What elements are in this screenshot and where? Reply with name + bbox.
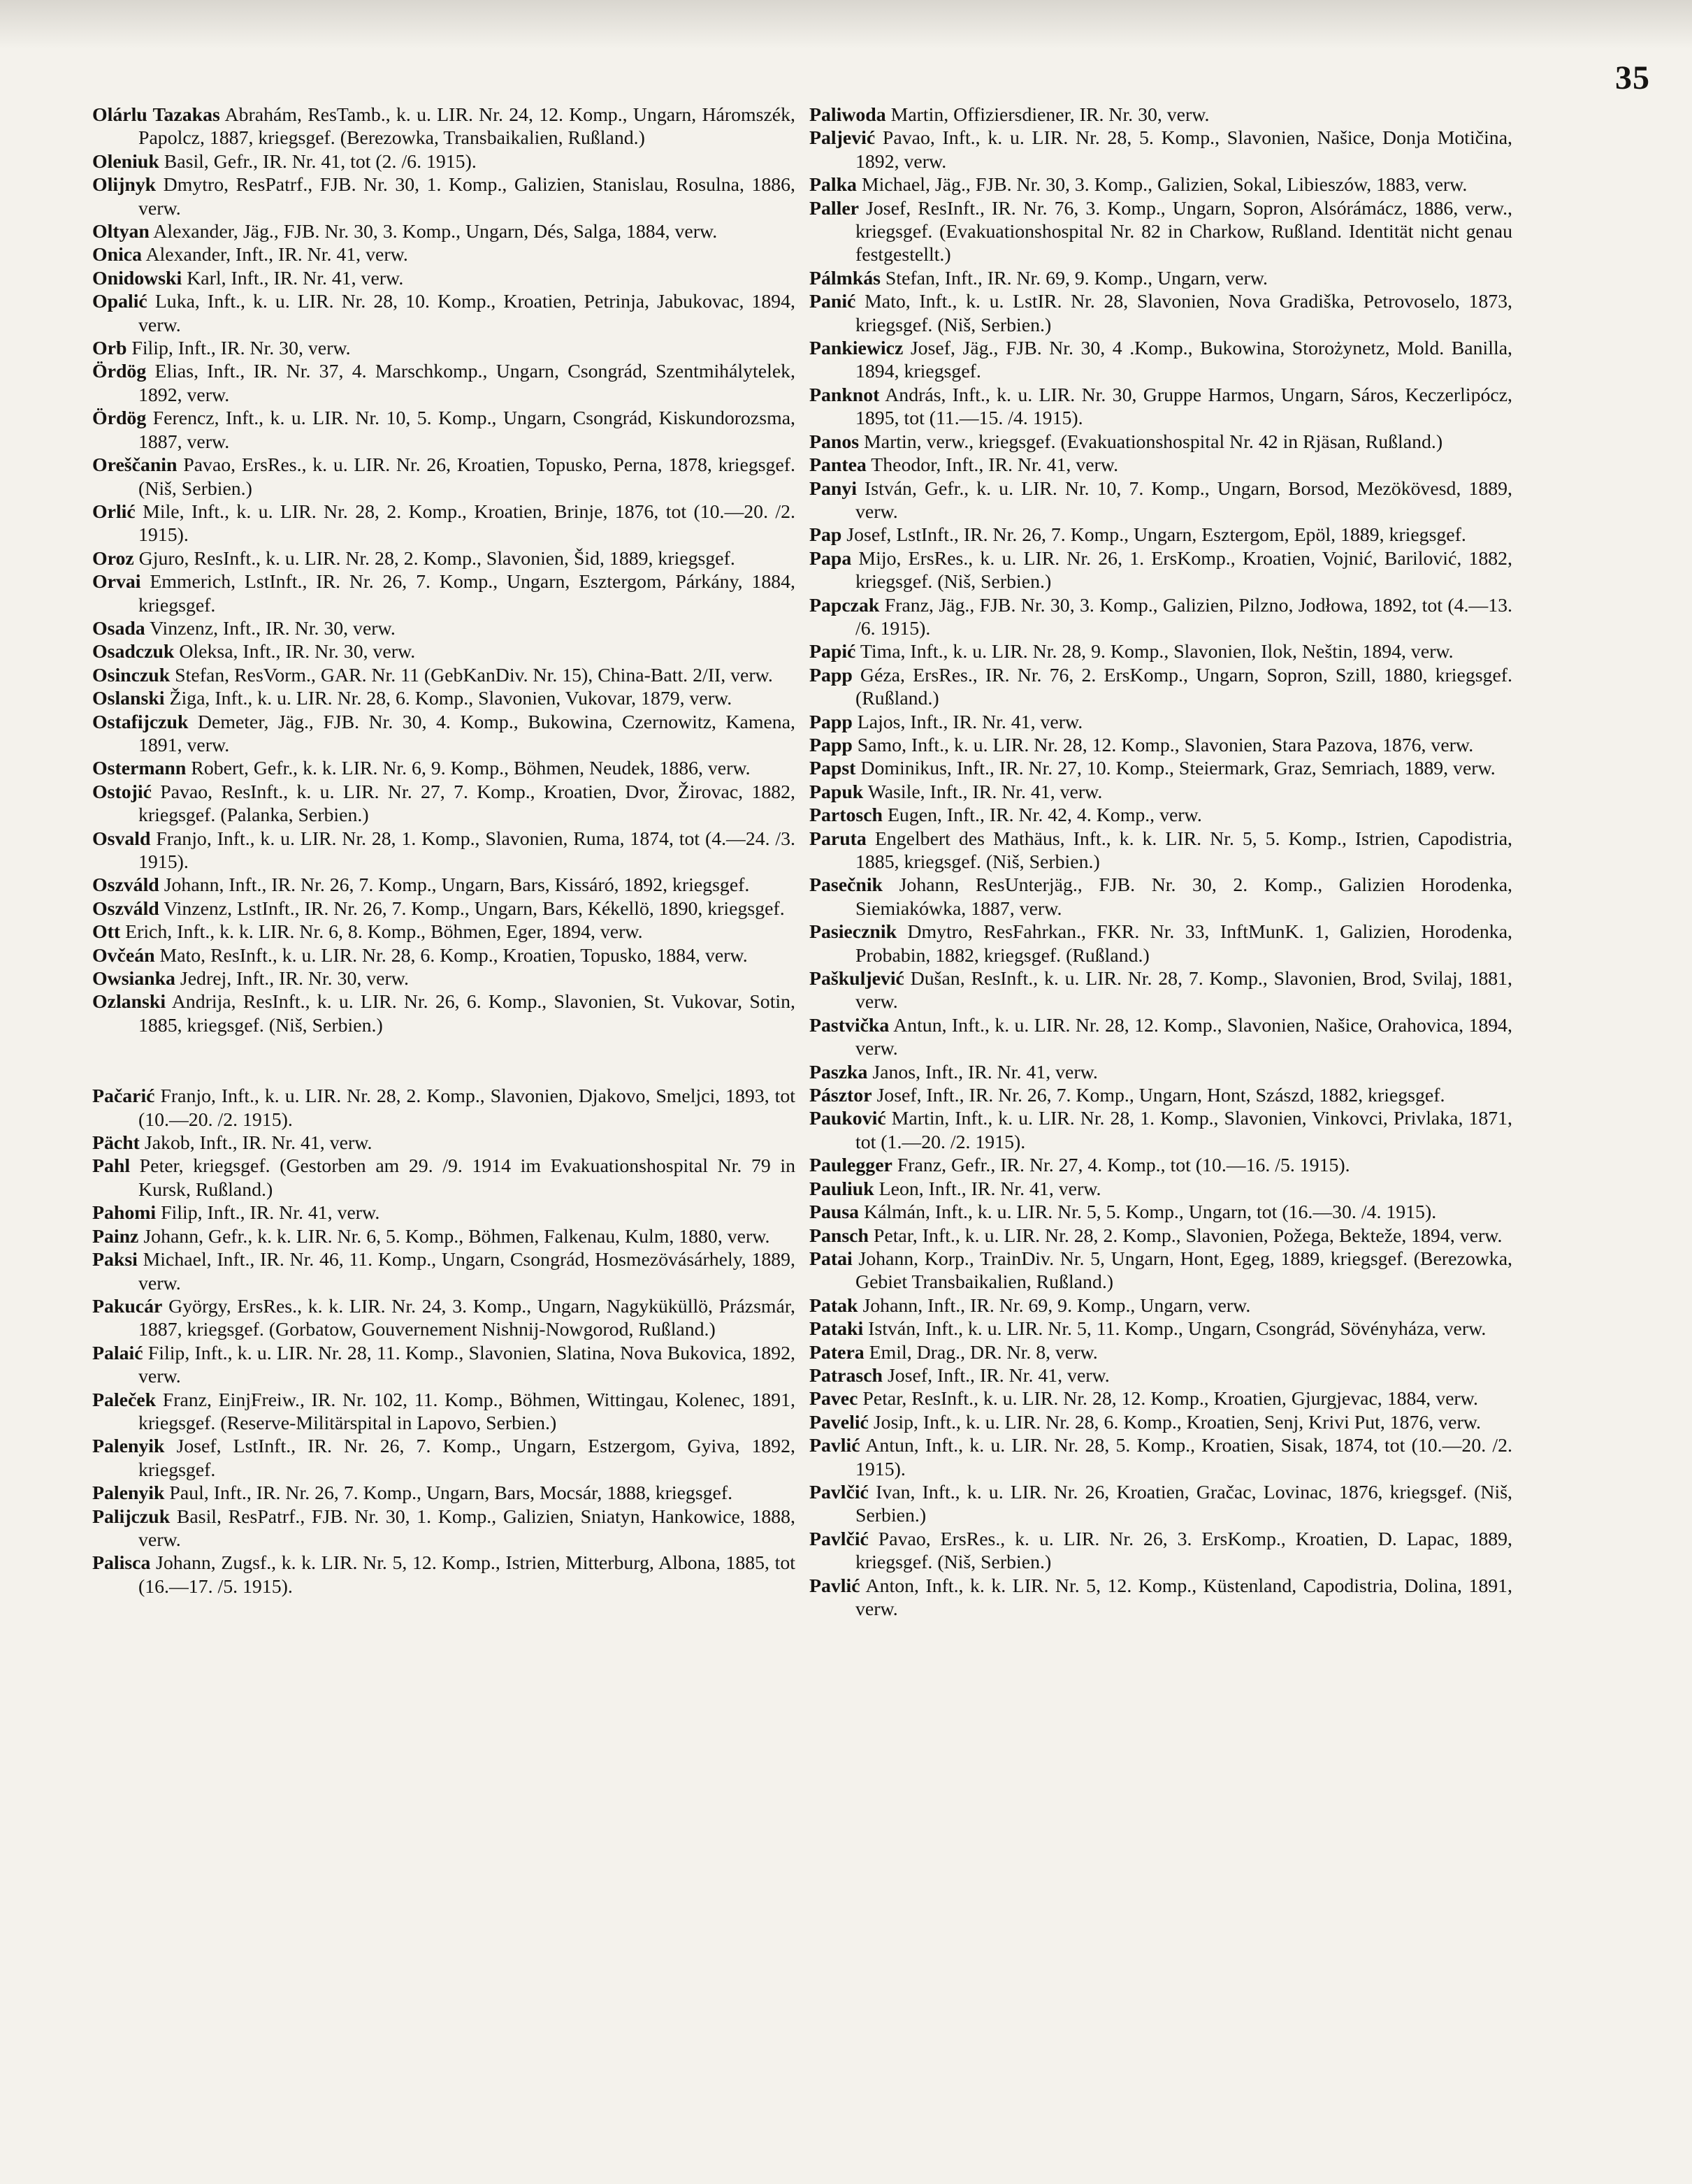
entries-o-section bbox=[92, 103, 795, 1037]
entry-details: István, Gefr., k. u. LIR. Nr. 10, 7. Komp., Ungarn, Borsod, Mezökövesd, 1889, verw. bbox=[855, 477, 1512, 523]
entry-surname: Oszváld bbox=[92, 897, 159, 920]
list-entry bbox=[92, 267, 795, 290]
entry-surname: Orlić bbox=[92, 500, 136, 523]
entry-surname: Pahl bbox=[92, 1155, 131, 1178]
entry-surname: Panknot bbox=[809, 384, 880, 406]
entry-details: Josef, LstInft., IR. Nr. 26, 7. Komp., Ungarn, Esztergom, Epöl, 1889, kriegsgef. bbox=[841, 524, 1466, 547]
entry-surname: Owsianka bbox=[92, 968, 175, 990]
entry-details: Dmytro, ResPatrf., FJB. Nr. 30, 1. Komp., Galizien, Stanislau, Rosulna, 1886, verw. bbox=[138, 174, 795, 219]
entry-details: Anton, Inft., k. k. LIR. Nr. 5, 12. Komp., Küstenland, Capodistria, Dolina, 1891, verw. bbox=[855, 1575, 1512, 1620]
entry-details: Michael, Jäg., FJB. Nr. 30, 3. Komp., Galizien, Sokal, Libieszów, 1883, verw. bbox=[856, 174, 1468, 196]
entry-surname: Partosch bbox=[809, 804, 883, 827]
list-entry bbox=[92, 1552, 795, 1598]
list-entry bbox=[809, 664, 1512, 711]
list-entry bbox=[809, 1061, 1512, 1084]
entry-surname: Palenyik bbox=[92, 1435, 165, 1458]
entry-details: Johann, Gefr., k. k. LIR. Nr. 6, 5. Komp., Böhmen, Falkenau, Kulm, 1880, verw. bbox=[138, 1225, 770, 1248]
entry-details: Paul, Inft., IR. Nr. 26, 7. Komp., Ungarn, Bars, Mocsár, 1888, kriegsgef. bbox=[164, 1482, 733, 1505]
list-entry bbox=[92, 757, 795, 780]
list-entry bbox=[809, 1341, 1512, 1364]
list-entry bbox=[92, 944, 795, 967]
entry-surname: Pauliuk bbox=[809, 1178, 874, 1200]
list-entry bbox=[809, 734, 1512, 757]
list-entry bbox=[92, 664, 795, 687]
entry-surname: Pataki bbox=[809, 1318, 864, 1340]
entry-surname: Paljević bbox=[809, 127, 876, 150]
entry-surname: Osvald bbox=[92, 827, 151, 850]
list-entry bbox=[92, 243, 795, 266]
entry-details: Ivan, Inft., k. u. LIR. Nr. 26, Kroatien, Gračac, Lovinac, 1876, kriegsgef. (Niš, Serbien.) bbox=[855, 1481, 1512, 1527]
entry-surname: Pankiewicz bbox=[809, 338, 904, 360]
entry-details: Josef, Inft., IR. Nr. 26, 7. Komp., Ungarn, Hont, Szászd, 1882, kriegsgef. bbox=[872, 1085, 1445, 1107]
list-entry bbox=[809, 1014, 1512, 1061]
list-entry bbox=[809, 1154, 1512, 1177]
list-entry bbox=[92, 1225, 795, 1248]
list-entry bbox=[809, 1575, 1512, 1621]
list-entry bbox=[809, 1364, 1512, 1387]
column-gutter bbox=[801, 103, 802, 2116]
entry-surname: Papczak bbox=[809, 594, 880, 616]
entry-surname: Panos bbox=[809, 431, 860, 453]
list-entry bbox=[92, 1155, 795, 1201]
entry-details: Demeter, Jäg., FJB. Nr. 30, 4. Komp., Bukowina, Czernowitz, Kamena, 1891, verw. bbox=[138, 711, 795, 756]
list-entry bbox=[92, 874, 795, 897]
entry-details: Josef, Inft., IR. Nr. 41, verw. bbox=[883, 1364, 1110, 1387]
list-entry bbox=[809, 1317, 1512, 1340]
entry-details: Samo, Inft., k. u. LIR. Nr. 28, 12. Komp., Slavonien, Stara Pazova, 1876, verw. bbox=[852, 734, 1474, 756]
entry-surname: Oszváld bbox=[92, 874, 159, 897]
entry-details: Josef, Jäg., FJB. Nr. 30, 4 .Komp., Bukowina, Storożynetz, Mold. Banilla, 1894, kriegsgef. bbox=[855, 338, 1512, 383]
list-entry bbox=[809, 640, 1512, 663]
list-entry bbox=[92, 1342, 795, 1389]
list-entry bbox=[92, 827, 795, 874]
entry-surname: Pansch bbox=[809, 1224, 869, 1247]
entry-details: Pavao, Inft., k. u. LIR. Nr. 28, 5. Komp., Slavonien, Našice, Donja Motičina, 1892, verw. bbox=[855, 127, 1512, 173]
entry-details: Filip, Inft., IR. Nr. 30, verw. bbox=[126, 338, 351, 360]
entry-details: Luka, Inft., k. u. LIR. Nr. 28, 10. Komp., Kroatien, Petrinja, Jabukovac, 1894, verw. bbox=[138, 291, 795, 336]
entry-surname: Panić bbox=[809, 291, 856, 313]
entry-surname: Palisca bbox=[92, 1552, 151, 1575]
entry-details: Jakob, Inft., IR. Nr. 41, verw. bbox=[139, 1132, 373, 1155]
entry-details: Alexander, Jäg., FJB. Nr. 30, 3. Komp., Ungarn, Dés, Salga, 1884, verw. bbox=[149, 221, 718, 243]
list-entry bbox=[809, 1294, 1512, 1317]
entry-surname: Palenyik bbox=[92, 1482, 165, 1505]
entry-details: Mile, Inft., k. u. LIR. Nr. 28, 2. Komp., Kroatien, Brinje, 1876, tot (10.—20. /2. 1915). bbox=[135, 500, 795, 547]
entry-details: Dušan, ResInft., k. u. LIR. Nr. 28, 7. Komp., Slavonien, Brod, Svilaj, 1881, verw. bbox=[855, 968, 1512, 1013]
entry-details: Basil, Gefr., IR. Nr. 41, tot (2. /6. 1915). bbox=[159, 150, 477, 173]
entry-surname: Pasečnik bbox=[809, 874, 883, 897]
list-entry bbox=[92, 1131, 795, 1155]
entry-surname: Pausa bbox=[809, 1201, 860, 1224]
entry-details: Emmerich, LstInft., IR. Nr. 26, 7. Komp., Ungarn, Esztergom, Párkány, 1884, kriegsgef. bbox=[138, 571, 795, 616]
right-column bbox=[809, 103, 1512, 1621]
list-entry bbox=[92, 407, 795, 454]
entry-surname: Palka bbox=[809, 174, 857, 196]
list-entry bbox=[809, 967, 1512, 1014]
entry-details: Dmytro, ResFahrkan., FKR. Nr. 33, InftMunK. 1, Galizien, Horodenka, Probabin, 1882, kriegsgef. (Rußland.) bbox=[855, 921, 1512, 967]
list-entry bbox=[92, 150, 795, 173]
list-entry bbox=[809, 431, 1512, 454]
entry-details: Ferencz, Inft., k. u. LIR. Nr. 10, 5. Komp., Ungarn, Csongrád, Kiskundorozsma, 1887, verw. bbox=[138, 407, 795, 453]
list-entry bbox=[809, 1387, 1512, 1410]
entry-surname: Pantea bbox=[809, 454, 867, 477]
entry-details: Johann, Inft., IR. Nr. 26, 7. Komp., Ungarn, Bars, Kissáró, 1892, kriegsgef. bbox=[159, 874, 750, 897]
entry-surname: Oleniuk bbox=[92, 150, 159, 173]
entry-details: Géza, ErsRes., IR. Nr. 76, 2. ErsKomp., Ungarn, Sopron, Szill, 1880, kriegsgef. (Rußland.) bbox=[852, 664, 1512, 710]
list-entry bbox=[809, 757, 1512, 780]
entry-details: Stefan, Inft., IR. Nr. 69, 9. Komp., Ungarn, verw. bbox=[880, 267, 1268, 289]
page-number: 35 bbox=[1615, 59, 1650, 96]
list-entry bbox=[809, 523, 1512, 547]
entry-details: Andrija, ResInft., k. u. LIR. Nr. 26, 6. Komp., Slavonien, St. Vukovar, Sotin, 1885, kriegsgef. (Niš, Serbien.) bbox=[138, 991, 795, 1036]
list-entry bbox=[92, 1085, 795, 1131]
entry-surname: Osadczuk bbox=[92, 641, 175, 663]
list-entry bbox=[92, 967, 795, 990]
entry-surname: Palijczuk bbox=[92, 1505, 171, 1528]
entry-surname: Pálmkás bbox=[809, 267, 881, 289]
entry-details: Franjo, Inft., k. u. LIR. Nr. 28, 2. Komp., Slavonien, Djakovo, Smeljci, 1893, tot (10.—20. /2. 1915). bbox=[138, 1085, 795, 1131]
list-entry bbox=[809, 711, 1512, 734]
list-entry bbox=[92, 897, 795, 920]
list-entry bbox=[809, 1107, 1512, 1154]
entry-details: Michael, Inft., IR. Nr. 46, 11. Komp., Ungarn, Csongrád, Hosmezövásárhely, 1889, verw. bbox=[137, 1249, 795, 1294]
list-entry bbox=[92, 360, 795, 407]
list-entry bbox=[92, 220, 795, 243]
entry-surname: Paulegger bbox=[809, 1155, 892, 1177]
list-entry bbox=[809, 173, 1512, 196]
entry-surname: Onica bbox=[92, 244, 143, 266]
entry-surname: Ördög bbox=[92, 361, 147, 383]
entry-details: Alexander, Inft., IR. Nr. 41, verw. bbox=[142, 244, 408, 266]
list-entry bbox=[92, 1435, 795, 1482]
entry-surname: Orb bbox=[92, 338, 127, 360]
entry-details: Tima, Inft., k. u. LIR. Nr. 28, 9. Komp., Slavonien, Ilok, Neštin, 1894, verw. bbox=[855, 641, 1454, 663]
entries-p-continued-section bbox=[809, 103, 1512, 1621]
list-entry bbox=[809, 126, 1512, 173]
entry-details: Martin, Inft., k. u. LIR. Nr. 28, 1. Komp., Slavonien, Vinkovci, Privlaka, 1871, tot (1.—20. /2. 1915). bbox=[855, 1108, 1512, 1153]
entry-details: Johann, Korp., TrainDiv. Nr. 5, Ungarn, Hont, Egeg, 1889, kriegsgef. (Berezowka, Gebiet Transbaikalien, Rußland.) bbox=[852, 1248, 1512, 1294]
entry-surname: Papić bbox=[809, 641, 856, 663]
entry-details: Josef, LstInft., IR. Nr. 26, 7. Komp., Ungarn, Estzergom, Gyiva, 1892, kriegsgef. bbox=[138, 1435, 795, 1481]
entry-surname: Painz bbox=[92, 1225, 139, 1248]
entry-details: Martin, Offiziersdiener, IR. Nr. 30, verw. bbox=[885, 104, 1210, 126]
list-entry bbox=[809, 1411, 1512, 1434]
entry-surname: Ostojić bbox=[92, 781, 152, 803]
entry-details: Basil, ResPatrf., FJB. Nr. 30, 1. Komp., Galizien, Sniatyn, Hankowice, 1888, verw. bbox=[138, 1505, 795, 1551]
entry-details: András, Inft., k. u. LIR. Nr. 30, Gruppe Harmos, Ungarn, Sáros, Keczerlipócz, 1895, tot (11.—15. /4. 1915). bbox=[855, 384, 1512, 430]
entry-details: Antun, Inft., k. u. LIR. Nr. 28, 5. Komp., Kroatien, Sisak, 1874, tot (10.—20. /2. 1915). bbox=[855, 1435, 1512, 1480]
entry-surname: Ördög bbox=[92, 407, 147, 430]
entry-surname: Ozlanski bbox=[92, 991, 166, 1013]
entry-details: Žiga, Inft., k. u. LIR. Nr. 28, 6. Komp., Slavonien, Vukovar, 1879, verw. bbox=[164, 688, 732, 710]
entry-surname: Papp bbox=[809, 734, 853, 756]
page-edge-shadow bbox=[0, 0, 1692, 49]
entry-details: Petar, ResInft., k. u. LIR. Nr. 28, 12. Komp., Kroatien, Gjurgjevac, 1884, verw. bbox=[858, 1388, 1478, 1410]
entry-surname: Osinczuk bbox=[92, 664, 171, 686]
entry-surname: Oroz bbox=[92, 547, 134, 570]
entry-surname: Pakucár bbox=[92, 1295, 163, 1317]
entry-details: Filip, Inft., IR. Nr. 41, verw. bbox=[156, 1202, 380, 1224]
list-entry bbox=[92, 1389, 795, 1435]
list-entry bbox=[92, 920, 795, 943]
entry-surname: Papp bbox=[809, 711, 853, 733]
entry-surname: Pasiecznik bbox=[809, 921, 897, 943]
list-entry bbox=[92, 640, 795, 663]
entry-surname: Onidowski bbox=[92, 267, 182, 289]
list-entry bbox=[809, 1528, 1512, 1575]
list-entry bbox=[809, 103, 1512, 126]
list-entry bbox=[92, 1295, 795, 1342]
entry-surname: Pap bbox=[809, 524, 842, 547]
entry-details: Filip, Inft., k. u. LIR. Nr. 28, 11. Komp., Slavonien, Slatina, Nova Bukovica, 1892, verw. bbox=[138, 1342, 795, 1388]
list-entry bbox=[92, 687, 795, 710]
entry-details: Oleksa, Inft., IR. Nr. 30, verw. bbox=[174, 641, 416, 663]
entry-details: Wasile, Inft., IR. Nr. 41, verw. bbox=[863, 781, 1103, 803]
entry-surname: Opalić bbox=[92, 291, 147, 313]
entry-surname: Papuk bbox=[809, 781, 864, 803]
entry-details: Emil, Drag., DR. Nr. 8, verw. bbox=[864, 1341, 1098, 1364]
entry-details: Pavao, ErsRes., k. u. LIR. Nr. 26, Kroatien, Topusko, Perna, 1878, kriegsgef. (Niš, Serbien.) bbox=[138, 454, 795, 500]
list-entry bbox=[92, 454, 795, 500]
list-entry bbox=[92, 290, 795, 337]
entry-surname: Pavec bbox=[809, 1388, 858, 1410]
entry-details: Vinzenz, LstInft., IR. Nr. 26, 7. Komp., Ungarn, Bars, Kékellö, 1890, kriegsgef. bbox=[159, 897, 785, 920]
entry-details: Vinzenz, Inft., IR. Nr. 30, verw. bbox=[145, 617, 396, 639]
list-entry bbox=[809, 804, 1512, 827]
entry-details: Elias, Inft., IR. Nr. 37, 4. Marschkomp., Ungarn, Csongrád, Szentmihálytelek, 1892, verw. bbox=[138, 361, 795, 406]
list-entry bbox=[92, 1482, 795, 1505]
list-entry bbox=[809, 1434, 1512, 1481]
list-entry bbox=[809, 477, 1512, 524]
list-entry bbox=[92, 1248, 795, 1295]
entry-details: Franjo, Inft., k. u. LIR. Nr. 28, 1. Komp., Slavonien, Ruma, 1874, tot (4.—24. /3. 1915). bbox=[138, 827, 795, 873]
entry-surname: Pächt bbox=[92, 1132, 140, 1155]
entry-details: Karl, Inft., IR. Nr. 41, verw. bbox=[182, 267, 404, 289]
list-entry bbox=[809, 1224, 1512, 1248]
list-entry bbox=[809, 290, 1512, 337]
list-entry bbox=[809, 1201, 1512, 1224]
list-entry bbox=[92, 1201, 795, 1224]
entries-p-section bbox=[92, 1085, 795, 1598]
list-entry bbox=[92, 173, 795, 220]
list-entry bbox=[92, 1505, 795, 1552]
entry-surname: Ovčeán bbox=[92, 944, 155, 967]
entry-details: Johann, ResUnterjäg., FJB. Nr. 30, 2. Komp., Galizien Horodenka, Siemiakówka, 1887, verw. bbox=[855, 874, 1512, 920]
entry-details: Dominikus, Inft., IR. Nr. 27, 10. Komp., Steiermark, Graz, Semriach, 1889, verw. bbox=[855, 758, 1496, 780]
entry-surname: Pavlčić bbox=[809, 1481, 869, 1503]
entry-surname: Oslanski bbox=[92, 688, 165, 710]
entry-details: Leon, Inft., IR. Nr. 41, verw. bbox=[874, 1178, 1101, 1200]
entry-details: Johann, Zugsf., k. k. LIR. Nr. 5, 12. Komp., Istrien, Mitterburg, Albona, 1885, tot (16.—17. /5. 1915). bbox=[138, 1552, 795, 1598]
entry-details: Franz, Jäg., FJB. Nr. 30, 3. Komp., Galizien, Pilzno, Jodłowa, 1892, tot (4.—13. /6. 1915). bbox=[855, 594, 1512, 639]
entry-surname: Paller bbox=[809, 197, 859, 219]
entry-details: Pavao, ResInft., k. u. LIR. Nr. 27, 7. Komp., Kroatien, Dvor, Žirovac, 1882, kriegsgef. (Palanka, Serbien.) bbox=[138, 781, 795, 827]
entry-surname: Ostafijczuk bbox=[92, 711, 189, 733]
entry-surname: Pastvička bbox=[809, 1014, 890, 1036]
list-entry bbox=[809, 1084, 1512, 1107]
list-entry bbox=[92, 547, 795, 570]
entry-details: Petar, Inft., k. u. LIR. Nr. 28, 2. Komp., Slavonien, Požega, Bekteže, 1894, verw. bbox=[868, 1224, 1503, 1247]
entry-surname: Papa bbox=[809, 547, 852, 570]
list-entry bbox=[809, 874, 1512, 920]
list-entry bbox=[809, 197, 1512, 267]
entry-details: Pavao, ErsRes., k. u. LIR. Nr. 26, 3. ErsKomp., Kroatien, D. Lapac, 1889, kriegsgef. (Niš, Serbien.) bbox=[855, 1528, 1512, 1574]
entry-surname: Pavelić bbox=[809, 1411, 869, 1433]
list-entry bbox=[809, 594, 1512, 641]
entry-surname: Patera bbox=[809, 1341, 865, 1364]
entry-details: Eugen, Inft., IR. Nr. 42, 4. Komp., verw. bbox=[883, 804, 1202, 827]
entry-details: Engelbert des Mathäus, Inft., k. k. LIR. Nr. 5, 5. Komp., Istrien, Capodistria, 1885, kriegsgef. (Niš, Serbien.) bbox=[855, 827, 1512, 873]
list-entry bbox=[809, 920, 1512, 967]
left-column bbox=[92, 103, 795, 1598]
entry-surname: Pačarić bbox=[92, 1085, 155, 1108]
entry-details: Robert, Gefr., k. k. LIR. Nr. 6, 9. Komp., Böhmen, Neudek, 1886, verw. bbox=[186, 758, 751, 780]
list-entry bbox=[92, 570, 795, 617]
list-entry bbox=[92, 781, 795, 827]
list-entry bbox=[809, 384, 1512, 431]
list-entry bbox=[809, 267, 1512, 290]
entry-details: Peter, kriegsgef. (Gestorben am 29. /9. 1914 im Evakuationshospital Nr. 79 in Kursk, Rußland.) bbox=[130, 1155, 795, 1201]
entry-details: Mato, Inft., k. u. LstIR. Nr. 28, Slavonien, Nova Gradiška, Petrovoselo, 1873, kriegsgef. (Niš, Serbien.) bbox=[855, 291, 1512, 336]
entry-details: Antun, Inft., k. u. LIR. Nr. 28, 12. Komp., Slavonien, Našice, Orahovica, 1894, verw. bbox=[855, 1014, 1512, 1060]
entry-surname: Panyi bbox=[809, 477, 857, 500]
entry-surname: Patak bbox=[809, 1294, 858, 1317]
entry-surname: Orvai bbox=[92, 571, 141, 593]
entry-surname: Palaić bbox=[92, 1342, 143, 1364]
entry-surname: Olijnyk bbox=[92, 174, 157, 196]
list-entry bbox=[809, 1178, 1512, 1201]
entry-details: Mijo, ErsRes., k. u. LIR. Nr. 26, 1. ErsKomp., Kroatien, Vojnić, Barilović, 1882, kriegsgef. (Niš, Serbien.) bbox=[851, 547, 1512, 593]
entry-surname: Osada bbox=[92, 617, 145, 639]
entry-details: István, Inft., k. u. LIR. Nr. 5, 11. Komp., Ungarn, Csongrád, Sövényháza, verw. bbox=[863, 1318, 1487, 1340]
entry-surname: Ott bbox=[92, 921, 121, 943]
list-entry bbox=[92, 103, 795, 150]
entry-details: Lajos, Inft., IR. Nr. 41, verw. bbox=[852, 711, 1083, 733]
list-entry bbox=[809, 454, 1512, 477]
entry-surname: Oltyan bbox=[92, 221, 150, 243]
entry-details: Johann, Inft., IR. Nr. 69, 9. Komp., Ungarn, verw. bbox=[858, 1294, 1251, 1317]
entry-surname: Patai bbox=[809, 1248, 853, 1270]
entry-details: Mato, ResInft., k. u. LIR. Nr. 28, 6. Komp., Kroatien, Topusko, 1884, verw. bbox=[154, 944, 748, 967]
entry-details: Janos, Inft., IR. Nr. 41, verw. bbox=[867, 1061, 1098, 1083]
entry-details: Jedrej, Inft., IR. Nr. 30, verw. bbox=[175, 968, 409, 990]
list-entry bbox=[809, 781, 1512, 804]
list-entry bbox=[92, 337, 795, 360]
list-entry bbox=[809, 1248, 1512, 1294]
entry-details: Erich, Inft., k. k. LIR. Nr. 6, 8. Komp., Böhmen, Eger, 1894, verw. bbox=[120, 921, 643, 943]
list-entry bbox=[809, 337, 1512, 384]
entry-details: Abrahám, ResTamb., k. u. LIR. Nr. 24, 12. Komp., Ungarn, Háromszék, Papolcz, 1887, kriegsgef. (Berezowka, Transbaikalien, Rußland.) bbox=[138, 104, 795, 150]
entry-surname: Pauković bbox=[809, 1108, 886, 1130]
entry-surname: Papst bbox=[809, 758, 856, 780]
list-entry bbox=[92, 617, 795, 640]
entry-surname: Pásztor bbox=[809, 1085, 872, 1107]
entry-details: Josef, ResInft., IR. Nr. 76, 3. Komp., Ungarn, Sopron, Alsórámácz, 1886, verw., kriegsgef. (Evakuationshospital Nr. 82 in Charkow, Rußland. Identität nicht genau festgestellt.) bbox=[855, 197, 1512, 266]
entry-surname: Ostermann bbox=[92, 758, 187, 780]
entry-details: György, ErsRes., k. k. LIR. Nr. 24, 3. Komp., Ungarn, Nagyküküllö, Prázsmár, 1887, kriegsgef. (Gorbatow, Gouvernement Nishnij-Nowgorod, Rußland.) bbox=[138, 1295, 795, 1341]
entry-details: Stefan, ResVorm., GAR. Nr. 11 (GebKanDiv. Nr. 15), China-Batt. 2/II, verw. bbox=[170, 664, 773, 686]
entry-details: Josip, Inft., k. u. LIR. Nr. 28, 6. Komp., Kroatien, Senj, Krivi Put, 1876, verw. bbox=[868, 1411, 1481, 1433]
entry-details: Gjuro, ResInft., k. u. LIR. Nr. 28, 2. Komp., Slavonien, Šid, 1889, kriegsgef. bbox=[133, 547, 735, 570]
entry-details: Franz, Gefr., IR. Nr. 27, 4. Komp., tot (10.—16. /5. 1915). bbox=[892, 1155, 1350, 1177]
entry-surname: Paszka bbox=[809, 1061, 868, 1083]
entry-details: Theodor, Inft., IR. Nr. 41, verw. bbox=[866, 454, 1119, 477]
entry-surname: Paleček bbox=[92, 1389, 157, 1411]
entry-surname: Pavlčić bbox=[809, 1528, 869, 1550]
entry-details: Martin, verw., kriegsgef. (Evakuationshospital Nr. 42 in Rjäsan, Rußland.) bbox=[859, 431, 1443, 453]
entry-details: Kálmán, Inft., k. u. LIR. Nr. 5, 5. Komp., Ungarn, tot (16.—30. /4. 1915). bbox=[859, 1201, 1437, 1224]
list-entry bbox=[809, 1481, 1512, 1528]
entry-surname: Papp bbox=[809, 664, 853, 686]
entry-surname: Paliwoda bbox=[809, 104, 886, 126]
entry-details: Franz, EinjFreiw., IR. Nr. 102, 11. Komp., Böhmen, Wittingau, Kolenec, 1891, kriegsgef. (Reserve-Militärspital in Lapovo, Serbien.) bbox=[138, 1389, 795, 1434]
list-entry bbox=[92, 990, 795, 1037]
entry-surname: Oreščanin bbox=[92, 454, 178, 477]
entry-surname: Pavlić bbox=[809, 1575, 860, 1597]
entry-surname: Pavlić bbox=[809, 1435, 860, 1457]
list-entry bbox=[809, 827, 1512, 874]
entry-surname: Olárlu Tazakas bbox=[92, 104, 220, 126]
entry-surname: Patrasch bbox=[809, 1364, 883, 1387]
list-entry bbox=[809, 547, 1512, 594]
list-entry bbox=[92, 711, 795, 758]
entry-surname: Paškuljević bbox=[809, 968, 904, 990]
entry-surname: Paruta bbox=[809, 827, 867, 850]
list-entry bbox=[92, 500, 795, 547]
entry-surname: Pahomi bbox=[92, 1202, 157, 1224]
section-gap bbox=[92, 1037, 795, 1085]
entry-surname: Paksi bbox=[92, 1249, 138, 1271]
